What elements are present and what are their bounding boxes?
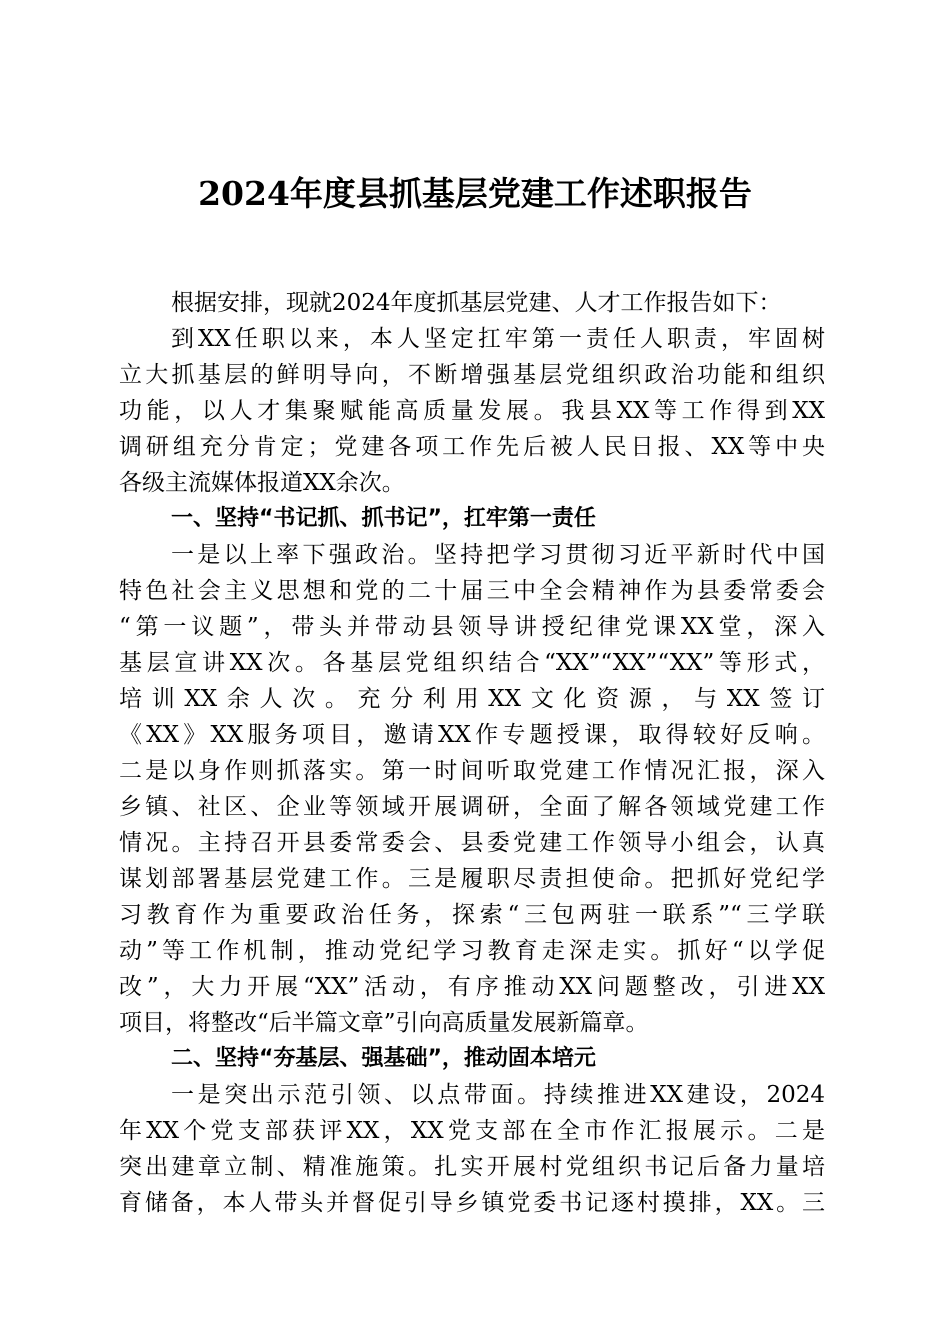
paragraph-line: 培训XX余人次。充分利用XX文化资源，与XX签订 [119,686,825,712]
paragraph-line: 立大抓基层的鲜明导向，不断增强基层党组织政治功能和组织 [119,362,825,388]
paragraph-line: 到XX任职以来，本人坚定扛牢第一责任人职责，牢固树 [171,326,825,352]
paragraph-line: 情况。主持召开县委常委会、县委党建工作领导小组会，认真 [119,830,825,856]
paragraph-line: 功能，以人才集聚赋能高质量发展。我县XX等工作得到XX [119,398,825,424]
paragraph-line: 调研组充分肯定；党建各项工作先后被人民日报、XX等中央 [119,434,825,460]
paragraph-line: 年XX个党支部获评XX，XX党支部在全市作汇报展示。二是 [119,1118,825,1144]
paragraph-line: 乡镇、社区、企业等领域开展调研，全面了解各领域党建工作 [119,794,825,820]
paragraph-line: 改”，大力开展“XX”活动，有序推动XX问题整改，引进XX [119,974,825,1000]
paragraph-line: 育储备，本人带头并督促引导乡镇党委书记逐村摸排，XX。三 [119,1190,825,1216]
paragraph-line: 《XX》XX服务项目，邀请XX作专题授课，取得较好反响。 [119,722,825,748]
paragraph-line: 动”等工作机制，推动党纪学习教育走深走实。抓好“以学促 [119,938,825,964]
paragraph-line: 一是突出示范引领、以点带面。持续推进XX建设，2024 [171,1082,825,1108]
section-heading: 二、坚持“夯基层、强基础”，推动固本培元 [171,1046,596,1071]
paragraph-line: 项目，将整改“后半篇文章”引向高质量发展新篇章。 [119,1010,649,1036]
section-heading: 一、坚持“书记抓、抓书记”，扛牢第一责任 [171,506,596,531]
paragraph-line: 基层宣讲XX次。各基层党组织结合“XX”“XX”“XX”等形式， [119,650,825,676]
paragraph-line: 谋划部署基层党建工作。三是履职尽责担使命。把抓好党纪学 [119,866,825,892]
paragraph-line: 一是以上率下强政治。坚持把学习贯彻习近平新时代中国 [171,542,825,568]
paragraph-line: 突出建章立制、精准施策。扎实开展村党组织书记后备力量培 [119,1154,825,1180]
paragraph-line: 二是以身作则抓落实。第一时间听取党建工作情况汇报，深入 [119,758,825,784]
document-body [119,285,825,1221]
document-title: 2024年度县抓基层党建工作述职报告 [198,174,752,213]
paragraph-line: 习教育作为重要政治任务，探索“三包两驻一联系”“三学联 [119,902,825,928]
paragraph-line: 根据安排，现就2024年度抓基层党建、人才工作报告如下： [171,290,782,316]
paragraph-line: 各级主流媒体报道XX余次。 [119,470,405,496]
paragraph-line: “第一议题”，带头并带动县领导讲授纪律党课XX堂，深入 [119,614,825,640]
paragraph-line: 特色社会主义思想和党的二十届三中全会精神作为县委常委会 [119,578,825,604]
